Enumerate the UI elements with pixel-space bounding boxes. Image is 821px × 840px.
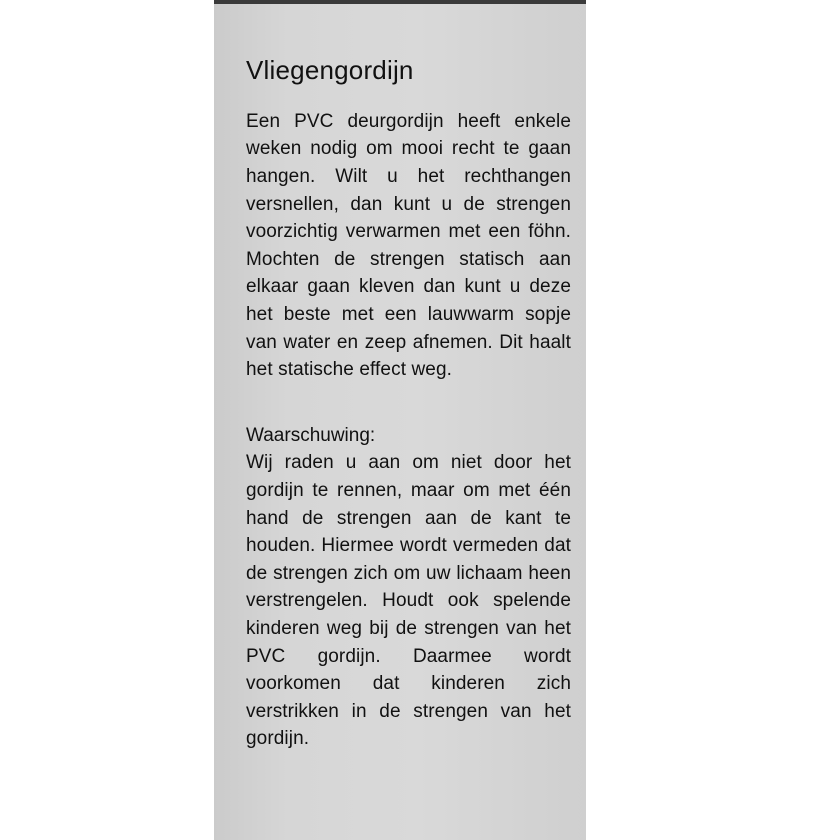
leaflet-paper bbox=[214, 0, 586, 840]
leaflet-content bbox=[246, 56, 571, 753]
article-title: Vliegengordijn bbox=[246, 55, 414, 85]
warning-heading: Waarschuwing: bbox=[246, 424, 376, 446]
care-paragraph: Een PVC deurgordijn heeft enkele weken nodig om mooi recht te gaan hangen. Wilt u het rechthangen versnellen, dan kunt u de strengen voorzichtig verwarmen met een föhn. Mochten de strengen statisch aan elkaar gaan kleven dan kunt u deze het beste met een lauwwarm sopje van water en zeep afnemen. Dit haalt het statische effect weg. bbox=[246, 110, 571, 381]
warning-paragraph: Wij raden u aan om niet door het gordijn te rennen, maar om met één hand de strengen aan de kant te houden. Hiermee wordt vermeden dat de strengen zich om uw lichaam heen verstrengelen. Houdt ook spelende kinderen weg bij de strengen van het PVC gordijn. Daarmee wordt voorkomen dat kinderen zich verstrikken in de strengen van het gordijn. bbox=[246, 452, 571, 750]
